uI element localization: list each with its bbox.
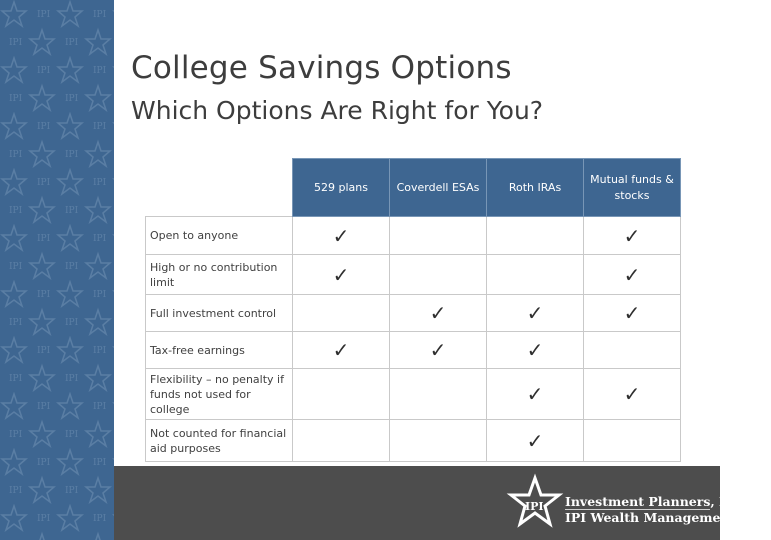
cell-roth [487, 255, 584, 295]
cell-roth [487, 295, 584, 332]
cell-mutual-funds [584, 295, 681, 332]
cell-529 [293, 332, 390, 369]
cell-coverdell [390, 369, 487, 420]
check-icon: ✓ [623, 262, 641, 287]
table-row [146, 332, 681, 369]
cell-mutual-funds [584, 332, 681, 369]
cell-529 [293, 217, 390, 255]
cell-529 [293, 295, 390, 332]
cell-529 [293, 369, 390, 420]
cell-mutual-funds [584, 369, 681, 420]
cell-529 [293, 420, 390, 462]
table-row [146, 420, 681, 462]
cell-coverdell [390, 332, 487, 369]
logo-line-1: Investment Planners, Inc. [565, 494, 746, 509]
cell-mutual-funds [584, 255, 681, 295]
check-icon: ✓ [526, 382, 544, 406]
slide-title: College Savings Options [131, 50, 512, 86]
check-icon: ✓ [526, 428, 544, 453]
row-label: Tax-free earnings [146, 332, 293, 369]
table-row [146, 217, 681, 255]
cell-529 [293, 255, 390, 295]
row-label: Flexibility – no penalty if funds not used for college [146, 369, 293, 420]
column-header-coverdell: Coverdell ESAs [390, 159, 487, 217]
column-header-mutual-funds: Mutual funds & stocks [584, 159, 681, 217]
row-label: Full investment control [146, 295, 293, 332]
column-header-529: 529 plans [293, 159, 390, 217]
check-icon: ✓ [429, 338, 447, 362]
column-header-roth: Roth IRAs [487, 159, 584, 217]
check-icon: ✓ [526, 338, 544, 362]
check-icon: ✓ [332, 223, 350, 248]
cell-roth [487, 217, 584, 255]
company-logo [508, 476, 771, 530]
table-header-row [146, 159, 681, 217]
cell-coverdell [390, 255, 487, 295]
row-label: Not counted for financial aid purposes [146, 420, 293, 462]
table-row [146, 295, 681, 332]
ipi-star-logo-icon [508, 476, 564, 530]
check-icon: ✓ [623, 382, 641, 406]
table-corner [146, 159, 293, 217]
check-icon: ✓ [429, 301, 447, 325]
check-icon: ✓ [623, 301, 641, 325]
logo-line-2: IPI Wealth Management, Inc. [565, 510, 771, 525]
cell-mutual-funds [584, 420, 681, 462]
table-row [146, 255, 681, 295]
check-icon: ✓ [623, 223, 641, 248]
comparison-table [145, 158, 681, 462]
cell-mutual-funds [584, 217, 681, 255]
check-icon: ✓ [526, 301, 544, 325]
star-pattern-icon [0, 0, 114, 540]
table-row [146, 369, 681, 420]
cell-roth [487, 420, 584, 462]
cell-roth [487, 369, 584, 420]
logo-mark-text: IPI [525, 500, 544, 513]
cell-roth [487, 332, 584, 369]
cell-coverdell [390, 217, 487, 255]
check-icon: ✓ [332, 262, 350, 287]
row-label: High or no contribution limit [146, 255, 293, 295]
check-icon: ✓ [332, 338, 350, 362]
sidebar-star-pattern [0, 0, 114, 540]
slide-subtitle: Which Options Are Right for You? [131, 96, 544, 125]
cell-coverdell [390, 420, 487, 462]
row-label: Open to anyone [146, 217, 293, 255]
cell-coverdell [390, 295, 487, 332]
